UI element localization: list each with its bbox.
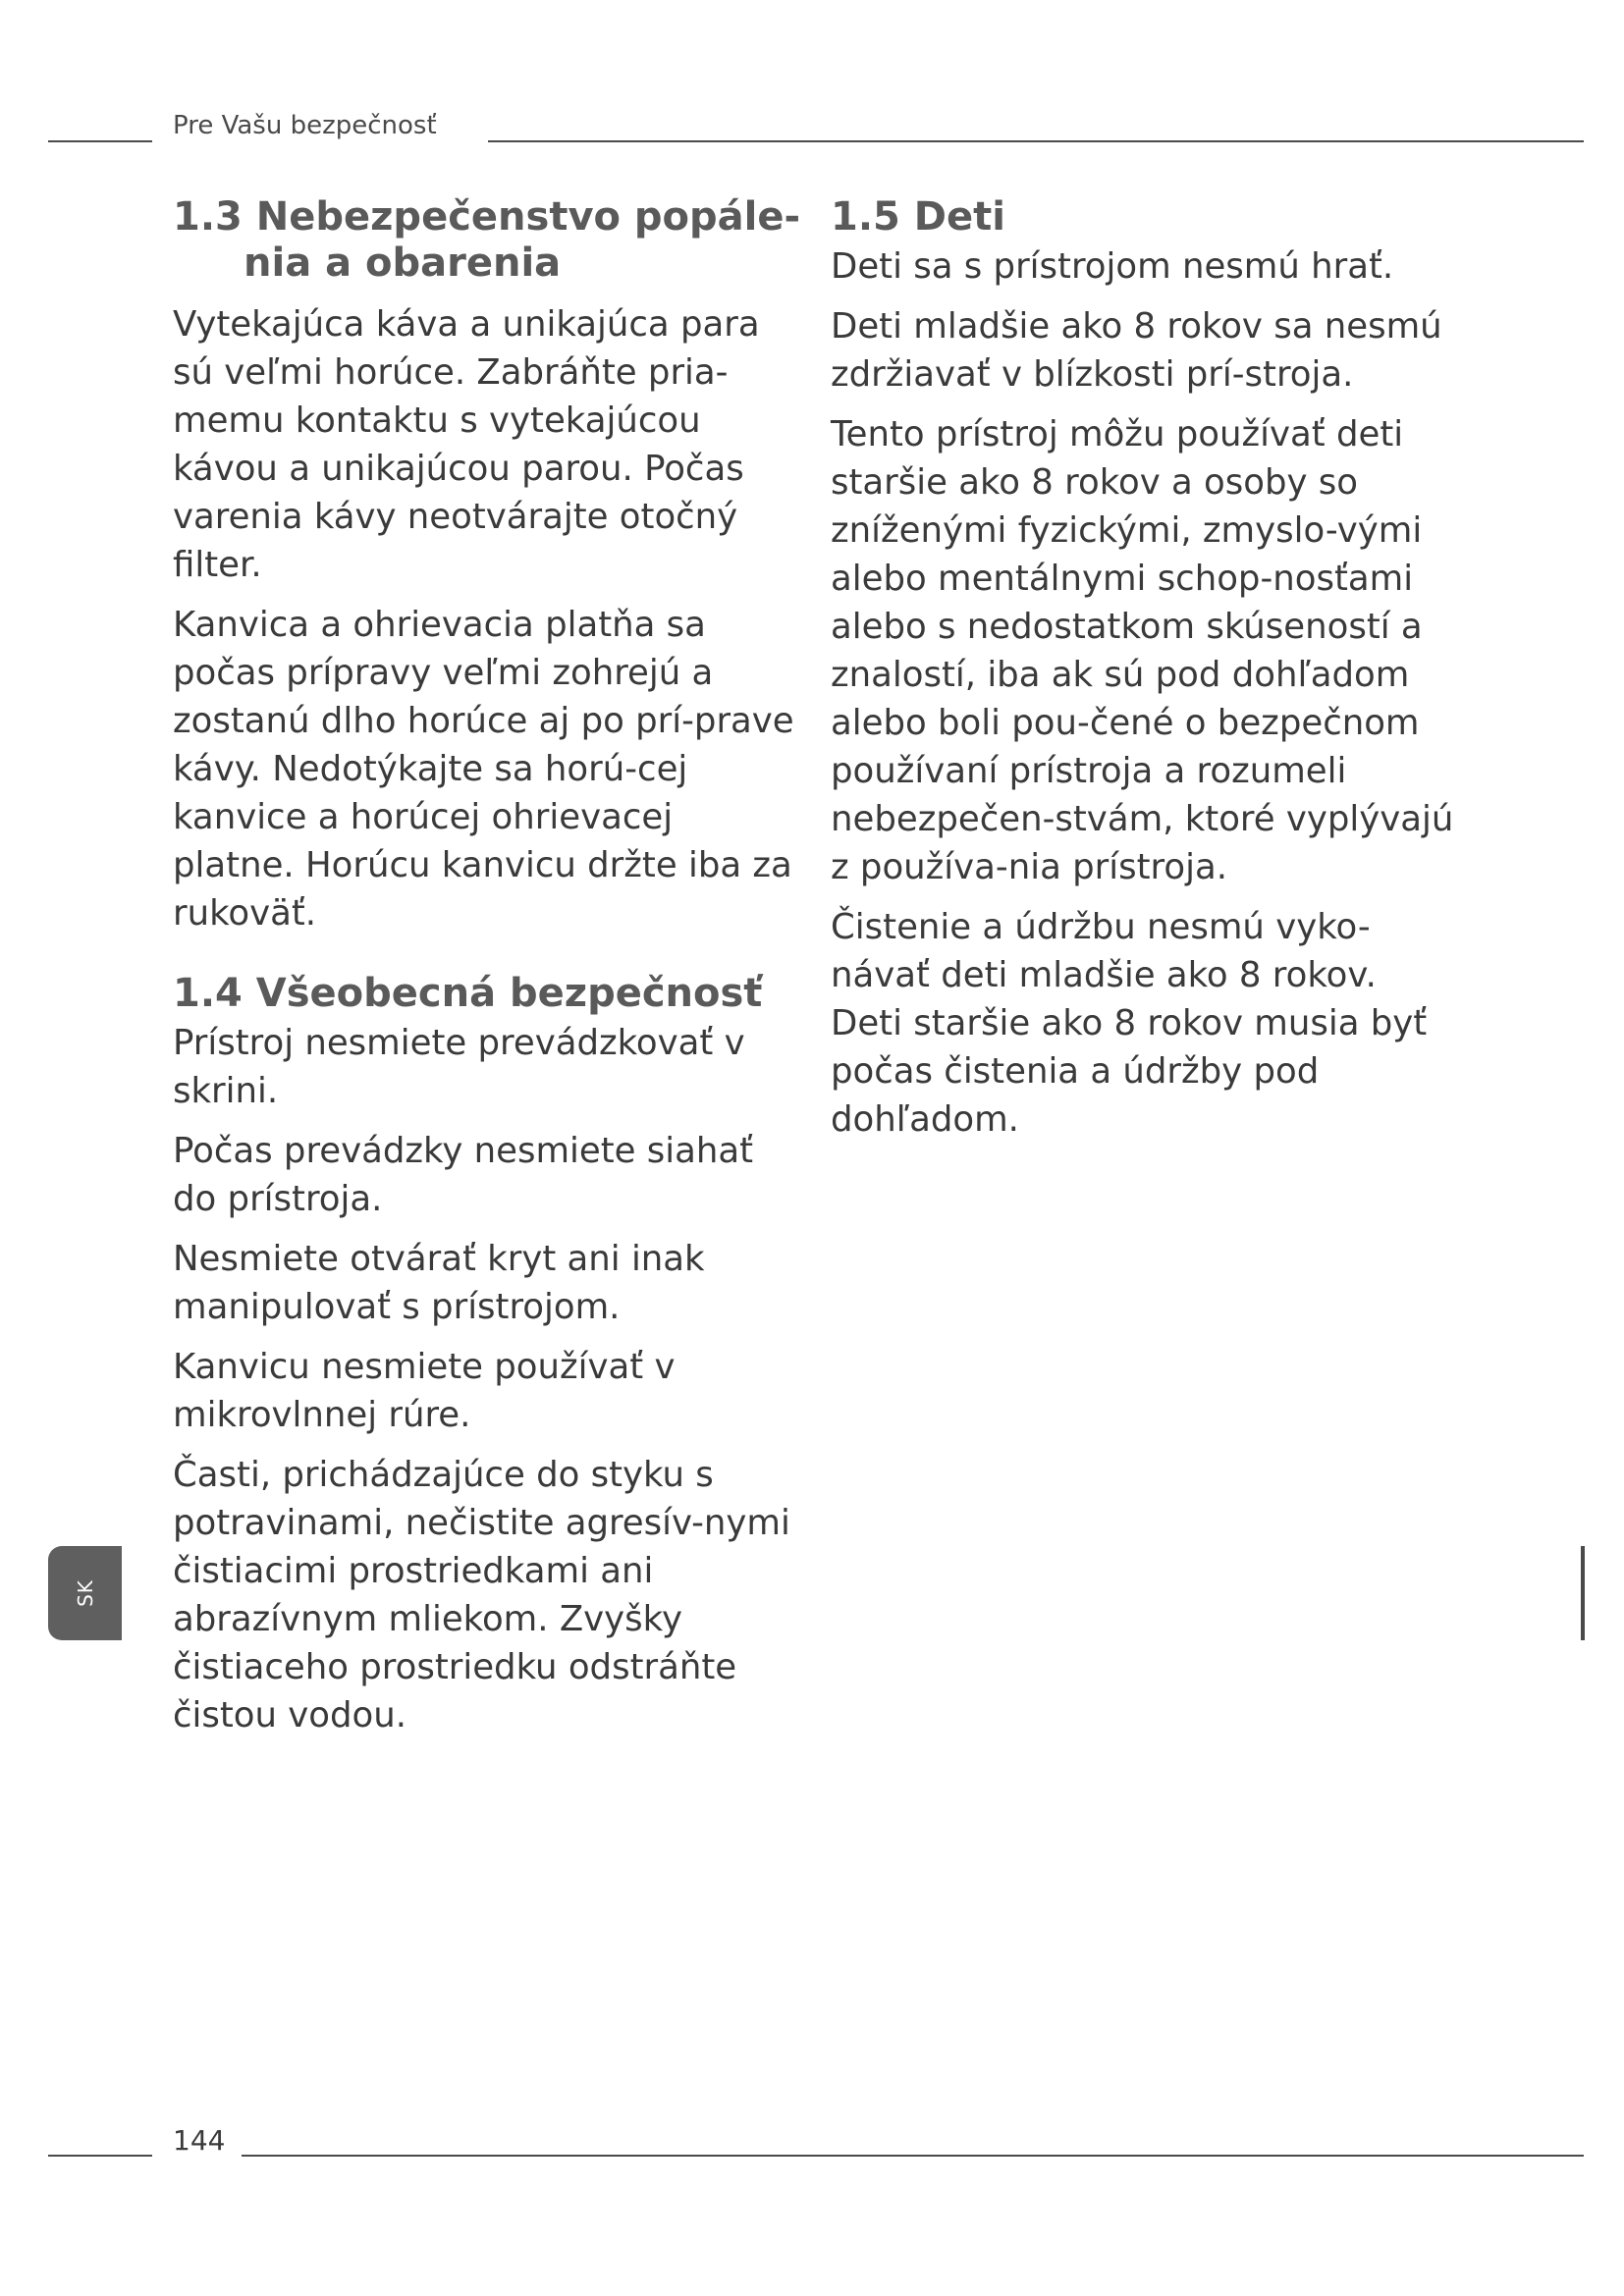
header-rule-right [488,140,1584,142]
paragraph: Kanvica a ohrievacia platňa sa počas prípravy veľmi zohrejú a zostanú dlho horúce aj po prí-prave kávy. Nedotýkajte sa horú-cej kanvice a horúcej ohrievacej platne. Horúcu kanvicu držte iba za rukoväť. [173,605,794,934]
right-column [831,194,1459,1155]
section-heading-1-3: 1.3 Nebezpečenstvo popále-nia a obarenia [173,194,801,286]
footer-rule-left [48,2155,152,2157]
page-number: 144 [173,2124,226,2157]
paragraph: Prístroj nesmiete prevádzkovať v skrini. [173,1023,745,1111]
paragraph: Kanvicu nesmiete používať v mikrovlnnej rúre. [173,1347,676,1435]
paragraph: Nesmiete otvárať kryt ani inak manipulovať s prístrojom. [173,1239,705,1327]
paragraph: Čistenie a údržbu nesmú vyko-návať deti mladšie ako 8 rokov. Deti staršie ako 8 rokov musia byť počas čistenia a údržby pod dohľadom. [831,907,1428,1140]
paragraph: Počas prevádzky nesmiete siahať do prístroja. [173,1131,754,1219]
paragraph: Deti sa s prístrojom nesmú hrať. [831,246,1394,287]
paragraph: Časti, prichádzajúce do styku s potravinami, nečistite agresív-nymi čistiacimi prostriedkami ani abrazívnym mliekom. Zvyšky čistiaceho prostriedku odstráňte čistou vodou. [173,1455,790,1735]
paragraph: Vytekajúca káva a unikajúca para sú veľmi horúce. Zabráňte pria-memu kontaktu s vytekajúcou kávou a unikajúcou parou. Počas varenia kávy neotvárajte otočný filter. [173,304,760,585]
paragraph: Deti mladšie ako 8 rokov sa nesmú zdržiavať v blízkosti prí-stroja. [831,306,1442,395]
section-heading-1-4: 1.4 Všeobecná bezpečnosť [173,971,763,1016]
section-heading-1-5: 1.5 Deti [831,194,1005,240]
running-header: Pre Vašu bezpečnosť [173,111,437,140]
language-tab-label: SK [73,1579,97,1607]
footer-rule-right [242,2155,1584,2157]
header-rule-left [48,140,152,142]
language-tab [48,1546,122,1640]
paragraph: Tento prístroj môžu používať deti staršie ako 8 rokov a osoby so zníženými fyzickými, zmyslo-vými alebo mentálnymi schop-nosťami alebo s nedostatkom skúseností a znalostí, iba ak sú pod dohľadom alebo boli pou-čené o bezpečnom používaní prístroja a rozumeli nebezpečen-stvám, ktoré vyplývajú z používa-nia prístroja. [831,414,1454,887]
margin-marker [1581,1546,1585,1640]
left-column [173,194,801,1751]
